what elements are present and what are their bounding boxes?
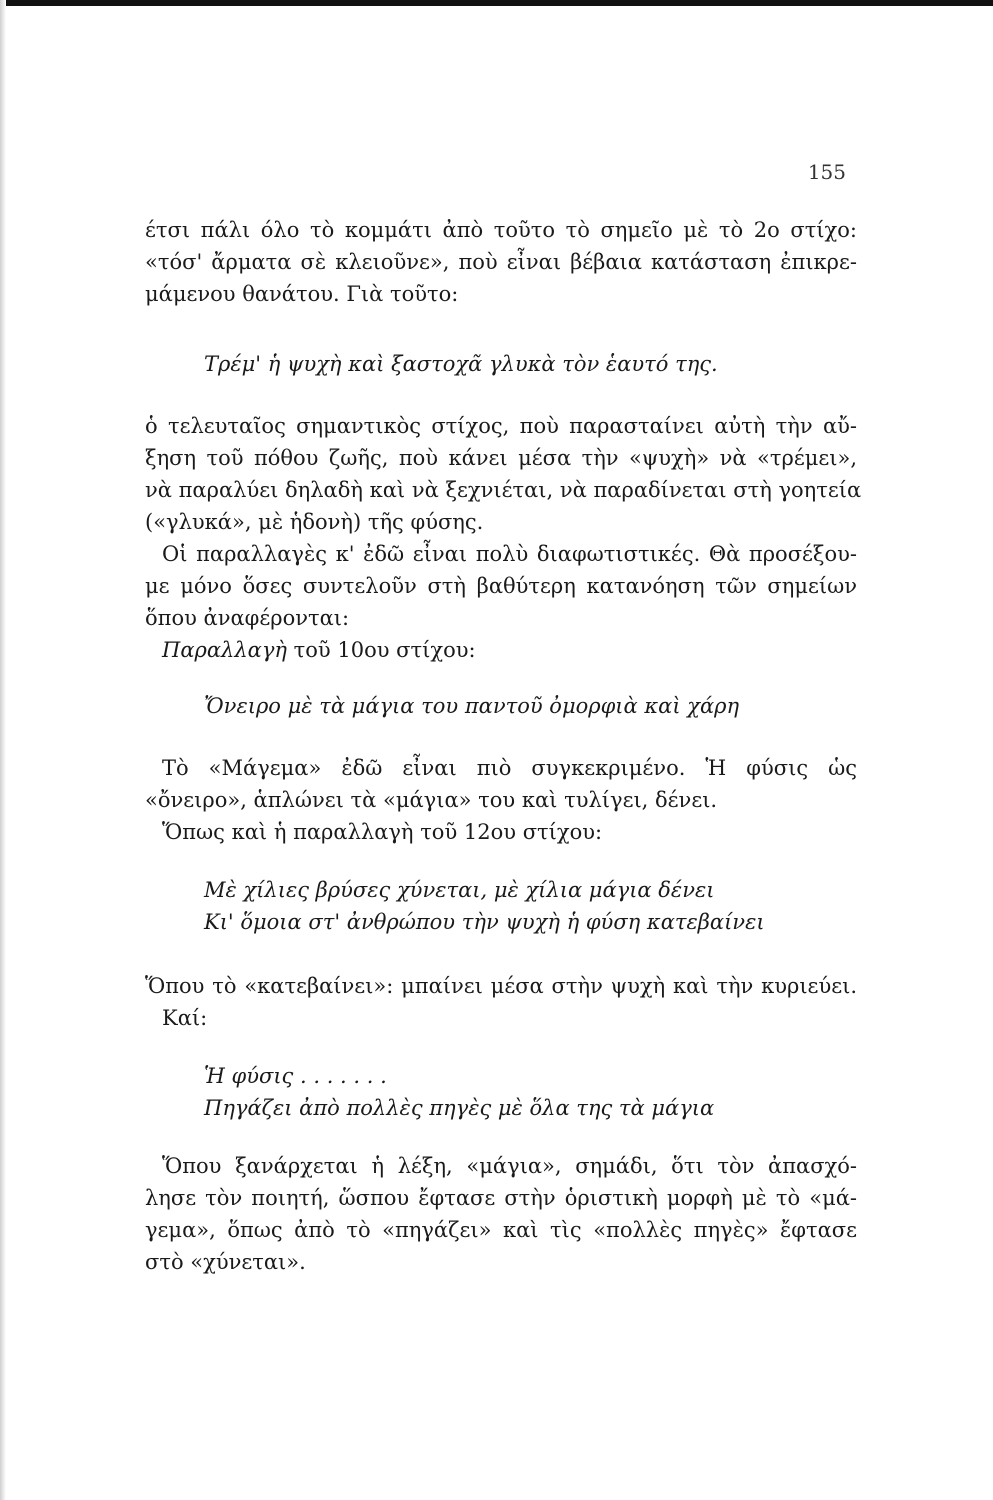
scan-left-edge (0, 0, 6, 1500)
verse-quote-2 (204, 690, 739, 722)
verse-quote-4 (204, 1060, 714, 1124)
paragraph-line: γεμα», ὅπως ἀπὸ τὸ «πηγάζει» καὶ τὶς «πολλὲς πηγὲς» ἔφτασε (145, 1218, 857, 1242)
paragraph-line: στὸ «χύνεται». (145, 1250, 306, 1274)
paragraph-2 (145, 410, 862, 538)
paragraph-line: ὅπου ἀναφέρονται: (145, 606, 350, 630)
paragraph-line: «ὄνειρο», ἁπλώνει τὰ «μάγια» του καὶ τυλίγει, δένει. (145, 788, 718, 812)
paragraph-line: Ὅπου τὸ «κατεβαίνει»: μπαίνει μέσα στὴν ψυχὴ καὶ τὴν κυριεύει. (145, 974, 857, 998)
variant-label-rest: τοῦ 10ου στίχου: (286, 638, 476, 662)
paragraph-line: έτσι πάλι όλο τὸ κομμάτι ἀπὸ τοῦτο τὸ σημεῖο μὲ τὸ 2ο στίχο: (145, 218, 857, 242)
paragraph-line: ξηση τοῦ πόθου ζωῆς, ποὺ κάνει μέσα τὴν «ψυχὴ» νὰ «τρέμει», (145, 446, 857, 470)
verse-quote-3 (204, 874, 765, 938)
paragraph-4 (145, 752, 857, 848)
paragraph-line: «τόσ' ἄρματα σὲ κλειοῦνε», ποὺ εἶναι βέβαια κατάσταση ἐπικρε- (145, 250, 857, 274)
paragraph-5 (145, 970, 857, 1034)
paragraph-line: («γλυκά», μὲ ἡδονὴ) τῆς φύσης. (145, 510, 484, 534)
verse-line: Κι' ὅμοια στ' ἀνθρώπου τὴν ψυχὴ ἡ φύση κατεβαίνει (204, 910, 765, 934)
scan-top-border (0, 0, 993, 6)
verse-line: Ἡ φύσις . . . . . . . (204, 1064, 387, 1088)
paragraph-line: με μόνο ὅσες συντελοῦν στὴ βαθύτερη κατανόηση τῶν σημείων (145, 574, 857, 598)
paragraph-line: Ὅπου ξανάρχεται ἡ λέξη, «μάγια», σημάδι, ὅτι τὸν ἀπασχό- (162, 1154, 857, 1178)
verse-line: Τρέμ' ἡ ψυχὴ καὶ ξαστοχᾶ γλυκὰ τὸν ἑαυτό της. (204, 352, 718, 376)
variant-label: Παραλλαγὴ (162, 638, 287, 662)
paragraph-line: μάμενου θανάτου. Γιὰ τοῦτο: (145, 282, 459, 306)
paragraph-line: Καί: (162, 1006, 208, 1030)
paragraph-line: Οἱ παραλλαγὲς κ' ἐδῶ εἶναι πολὺ διαφωτιστικές. Θὰ προσέξου- (162, 542, 857, 566)
paragraph-1 (145, 214, 857, 310)
paragraph-6 (145, 1150, 857, 1278)
variant-heading-10 (145, 634, 857, 666)
page-number: 155 (807, 160, 846, 184)
paragraph-3 (145, 538, 857, 666)
paragraph-line: Τὸ «Μάγεμα» ἐδῶ εἶναι πιὸ συγκεκριμένο. Ἡ φύσις ὡς (162, 756, 857, 780)
paragraph-line: λησε τὸν ποιητή, ὥσπου ἔφτασε στὴν ὁριστικὴ μορφὴ μὲ τὸ «μά- (145, 1186, 857, 1210)
verse-line: Ὄνειρο μὲ τὰ μάγια του παντοῦ ὀμορφιὰ καὶ χάρη (204, 694, 740, 718)
paragraph-line: ὁ τελευταῖος σημαντικὸς στίχος, ποὺ παρασταίνει αὐτὴ τὴν αὔ- (145, 414, 857, 438)
verse-quote-1 (204, 348, 718, 380)
verse-line: Μὲ χίλιες βρύσες χύνεται, μὲ χίλια μάγια δένει (204, 878, 715, 902)
paragraph-line: Ὅπως καὶ ἡ παραλλαγὴ τοῦ 12ου στίχου: (162, 820, 603, 844)
verse-line: Πηγάζει ἀπὸ πολλὲς πηγὲς μὲ ὅλα της τὰ μάγια (204, 1096, 715, 1120)
paragraph-line: νὰ παραλύει δηλαδὴ καὶ νὰ ξεχνιέται, νὰ παραδίνεται στὴ γοητεία (145, 478, 862, 502)
